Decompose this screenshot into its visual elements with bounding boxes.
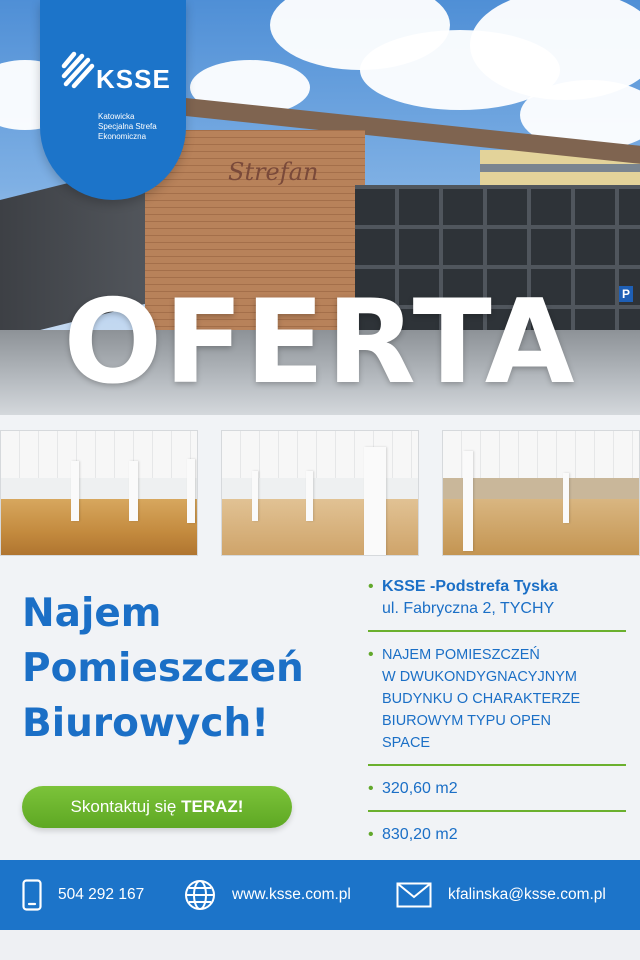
contact-now-button[interactable] [22,786,292,828]
headline-line-3: Biurowych! [22,701,270,746]
headline-line-2: Pomieszczeń [22,646,304,691]
location-item [364,576,626,620]
ksse-stripes-icon [58,50,98,90]
headline-line-1: Najem [22,591,162,636]
parking-sign: P [619,286,633,302]
description-item: • NAJEM POMIESZCZEŃ W DWUKONDYGNACYJNYM BUDYNKU O CHARAKTERZE BIUROWYM TYPU OPEN SPACE [364,644,626,754]
office-photo-3 [442,430,640,556]
logo-subtitle: Katowicka Specjalna Strefa Ekonomiczna [98,112,157,141]
website-link[interactable]: www.ksse.com.pl [232,886,351,903]
building-sign: Strefan [228,158,319,186]
email-link[interactable]: kfalinska@ksse.com.pl [448,886,606,903]
divider [368,810,626,812]
area-item-1: • 320,60 m2 [364,778,626,800]
bottom-strip [0,930,640,960]
location-address: ul. Fabryczna 2, TYCHY [382,600,555,617]
logo-text: KSSE [96,64,171,94]
ksse-logo-badge[interactable] [40,0,186,200]
office-photo-2 [221,430,419,556]
cta-label-bold: TERAZ! [181,797,244,816]
contact-footer [0,860,640,930]
hero-headline: OFERTA [63,275,577,410]
website-contact[interactable] [184,860,351,930]
location-title: • KSSE -Podstrefa Tyska [382,578,558,595]
offer-details [364,576,626,846]
phone-contact[interactable] [22,860,144,930]
divider [368,630,626,632]
offer-headline [22,586,362,751]
office-photo-1 [0,430,198,556]
globe-icon [184,879,216,911]
phone-number: 504 292 167 [58,886,145,903]
email-contact[interactable] [396,860,606,930]
area-item-2: • 830,20 m2 [364,824,626,846]
mail-icon [396,882,432,908]
cta-label: Skontaktuj się [70,797,177,816]
divider [368,764,626,766]
phone-icon [22,879,42,911]
